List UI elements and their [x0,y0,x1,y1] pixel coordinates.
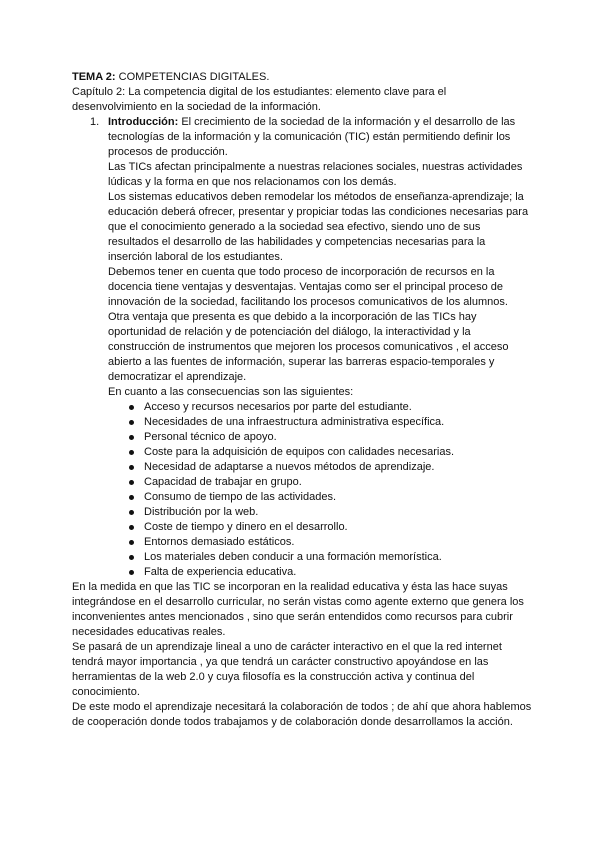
list-item: Consumo de tiempo de las actividades. [108,490,532,505]
bullet-icon [129,450,134,455]
bullet-icon [129,555,134,560]
intro-label: Introducción: [108,116,179,128]
list-item: Personal técnico de apoyo. [108,430,532,445]
document-title [72,70,532,85]
closing-paragraph-2: Se pasará de un aprendizaje lineal a uno de carácter interactivo en el que la red internet tendrá mayor importancia , ya que tendrá un carácter constructivo apoyándose en las herramientas de la web 2.0 y cuya filosofía es la construcción activa y continua del conocimiento. [72,641,502,698]
list-item: Coste para la adquisición de equipos con calidades necesarias. [108,445,532,460]
list-item: Necesidades de una infraestructura administrativa específica. [108,415,532,430]
list-item: Coste de tiempo y dinero en el desarrollo. [108,520,532,535]
list-item: Capacidad de trabajar en grupo. [108,475,532,490]
closing-paragraph-1: En la medida en que las TIC se incorporan en la realidad educativa y ésta las hace suyas integrándose en el desarrollo curricular, no serán vistas como agente externo que genera los inconvenientes antes mencionados , sino que serán entendidos como recursos para cubrir necesidades educativas reales. [72,581,524,638]
chapter-title: Capítulo 2: La competencia digital de los estudiantes: elemento clave para el desenvolvimiento en la sociedad de la información. [72,86,447,113]
bullet-icon [129,465,134,470]
paragraph-tics: Las TICs afectan principalmente a nuestras relaciones sociales, nuestras actividades lúdicas y la forma en que nos relacionamos con los demás. [108,161,523,188]
list-item: Distribución por la web. [108,505,532,520]
consequences-list [108,400,532,580]
list-item: Necesidad de adaptarse a nuevos métodos de aprendizaje. [108,460,532,475]
tema-title: COMPETENCIAS DIGITALES. [115,71,270,83]
numbered-section-1 [72,115,532,580]
document-page [72,70,532,730]
paragraph-advantages: Debemos tener en cuenta que todo proceso de incorporación de recursos en la docencia tiene ventajas y desventajas. Ventajas como ser el principal proceso de innovación de la sociedad, facilitando los procesos comunicativos de los alumnos. Otra ventaja que presenta es que debido a la incorporación de las TICs hay oportunidad de relación y de potenciación del diálogo, la interactividad y la construcción de instrumentos que mejoren los procesos comunicativos , el acceso abierto a las fuentes de información, superar las barreras espacio-temporales y democratizar el aprendizaje. [108,266,509,383]
list-item: Acceso y recursos necesarios por parte del estudiante. [108,400,532,415]
bullet-icon [129,405,134,410]
consequences-lead: En cuanto a las consecuencias son las siguientes: [108,386,354,398]
bullet-icon [129,495,134,500]
bullet-icon [129,540,134,545]
list-item: Entornos demasiado estáticos. [108,535,532,550]
bullet-icon [129,510,134,515]
intro-paragraph [108,115,532,160]
list-item: Los materiales deben conducir a una formación memorística. [108,550,532,565]
bullet-icon [129,420,134,425]
bullet-icon [129,570,134,575]
bullet-icon [129,480,134,485]
tema-label: TEMA 2: [72,71,116,83]
list-item: Falta de experiencia educativa. [108,565,532,580]
intro-text: El crecimiento de la sociedad de la información y el desarrollo de las tecnologías de la información y la comunicación (TIC) están permitiendo definir los procesos de producción. [108,116,516,158]
paragraph-educational-systems: Los sistemas educativos deben remodelar los métodos de enseñanza-aprendizaje; la educación deberá ofrecer, presentar y propiciar todas las condiciones necesarias para que el conocimiento generado a la sociedad sea efectivo, siendo uno de sus resultados el desarrollo de las habilidades y competencias necesarias para la inserción laboral de los estudiantes. [108,191,529,263]
bullet-icon [129,525,134,530]
bullet-icon [129,435,134,440]
list-number: 1. [90,116,100,128]
closing-paragraph-3: De este modo el aprendizaje necesitará la colaboración de todos ; de ahí que ahora hablemos de cooperación donde todos trabajamos y de colaboración donde desarrollamos la acción. [72,701,532,728]
